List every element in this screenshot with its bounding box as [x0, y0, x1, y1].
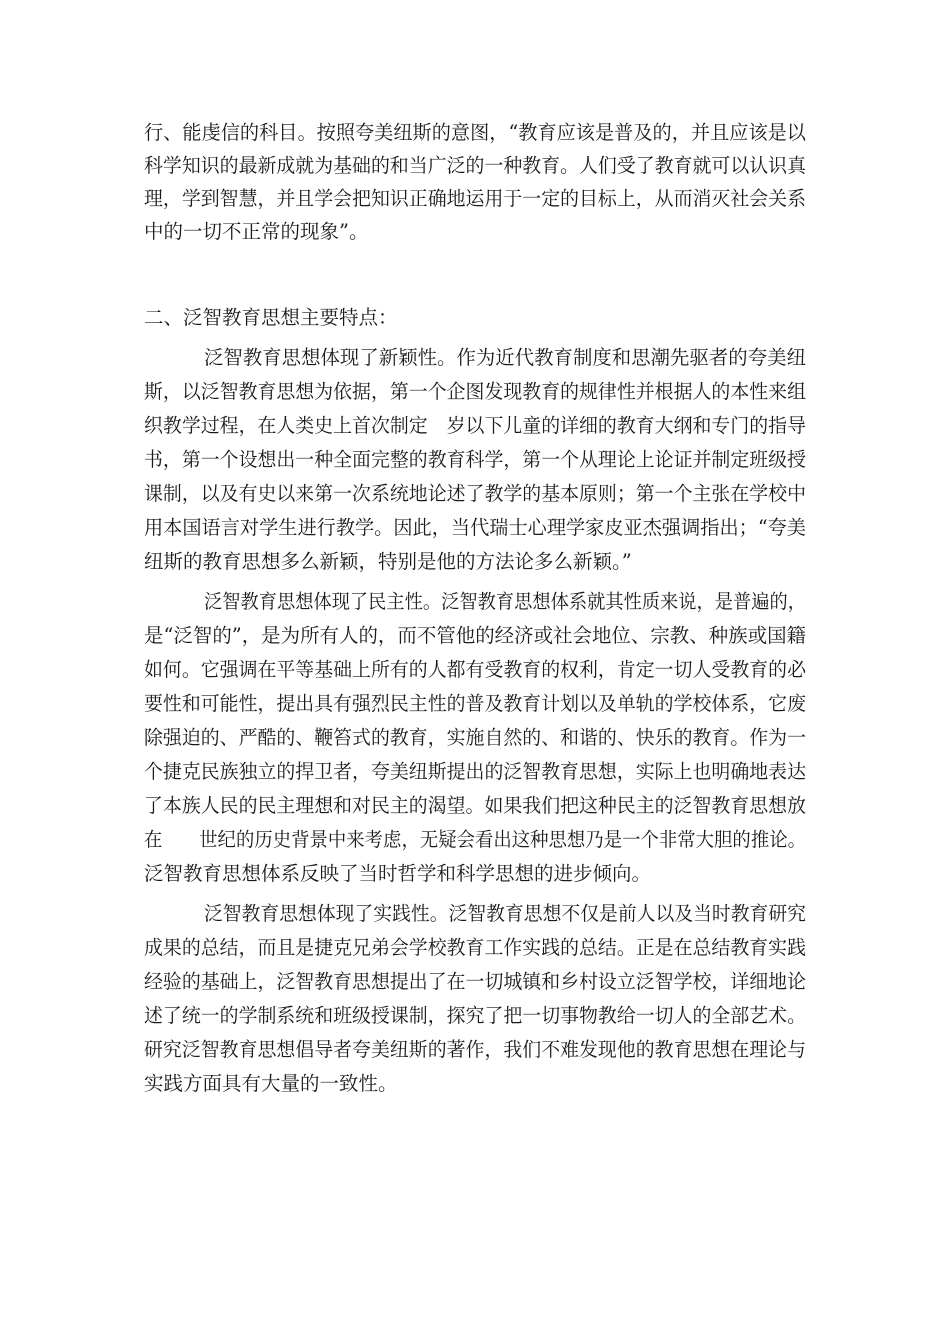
paragraph-line — [0, 1068, 950, 1100]
line-text: 在 世纪的历史背景中来考虑，无疑会看出这种思想乃是一个非常大胆的推论。 — [144, 828, 806, 851]
paragraph-line — [0, 654, 950, 686]
paragraph-line — [0, 410, 950, 442]
paragraph-line — [0, 586, 950, 618]
paragraph-line — [0, 216, 950, 248]
line-text: 泛智教育思想体现了实践性。泛智教育思想不仅是前人以及当时教育研究 — [204, 902, 806, 925]
line-text: 课制，以及有史以来第一次系统地论述了教学的基本原则；第一个主张在学校中 — [144, 482, 806, 505]
paragraph-line — [0, 150, 950, 182]
line-text: 行、能虔信的科目。按照夸美纽斯的意图，“教育应该是普及的，并且应该是以 — [144, 121, 806, 144]
line-text: 实践方面具有大量的一致性。 — [144, 1072, 398, 1095]
paragraph-line — [0, 478, 950, 510]
line-text: 织教学过程，在人类史上首次制定 岁以下儿童的详细的教育大纲和专门的指导 — [144, 414, 806, 437]
line-text: 个捷克民族独立的捍卫者，夸美纽斯提出的泛智教育思想，实际上也明确地表达 — [144, 760, 806, 783]
paragraph-line — [0, 512, 950, 544]
line-text: 科学知识的最新成就为基础的和当广泛的一种教育。人们受了教育就可以认识真 — [144, 154, 806, 177]
paragraph-line — [0, 790, 950, 822]
line-text: 泛智教育思想体现了民主性。泛智教育思想体系就其性质来说，是普遍的， — [204, 590, 806, 613]
line-text: 理，学到智慧，并且学会把知识正确地运用于一定的目标上，从而消灭社会关系 — [144, 187, 806, 210]
line-text: 书，第一个设想出一种全面完整的教育科学，第一个从理论上论证并制定班级授 — [144, 448, 806, 471]
paragraph-line — [0, 966, 950, 998]
line-text: 用本国语言对学生进行教学。因此，当代瑞士心理学家皮亚杰强调指出；“夸美 — [144, 516, 806, 539]
line-text: 斯，以泛智教育思想为依据，第一个企图发现教育的规律性并根据人的本性来组 — [144, 380, 806, 403]
paragraph-line — [0, 620, 950, 652]
heading-text: 二、泛智教育思想主要特点： — [144, 306, 398, 329]
line-text: 了本族人民的民主理想和对民主的渴望。如果我们把这种民主的泛智教育思想放 — [144, 794, 806, 817]
paragraph-line — [0, 1034, 950, 1066]
section-heading — [0, 302, 950, 334]
line-text: 成果的总结，而且是捷克兄弟会学校教育工作实践的总结。正是在总结教育实践 — [144, 936, 806, 959]
paragraph-line — [0, 898, 950, 930]
line-text: 述了统一的学制系统和班级授课制，探究了把一切事物教给一切人的全部艺术。 — [144, 1004, 806, 1027]
paragraph-line — [0, 824, 950, 856]
paragraph-line — [0, 444, 950, 476]
paragraph-line — [0, 1000, 950, 1032]
line-text: 是“泛智的”，是为所有人的，而不管他的经济或社会地位、宗教、种族或国籍 — [144, 624, 806, 647]
line-text: 中的一切不正常的现象”。 — [144, 220, 369, 243]
line-text: 研究泛智教育思想倡导者夸美纽斯的著作，我们不难发现他的教育思想在理论与 — [144, 1038, 806, 1061]
paragraph-line — [0, 183, 950, 215]
paragraph-line — [0, 932, 950, 964]
paragraph-line — [0, 376, 950, 408]
paragraph-line — [0, 342, 950, 374]
line-text: 经验的基础上，泛智教育思想提出了在一切城镇和乡村设立泛智学校，详细地论 — [144, 970, 806, 993]
paragraph-line — [0, 546, 950, 578]
paragraph-line — [0, 756, 950, 788]
line-text: 除强迫的、严酷的、鞭笞式的教育，实施自然的、和谐的、快乐的教育。作为一 — [144, 726, 806, 749]
paragraph-line — [0, 722, 950, 754]
line-text: 如何。它强调在平等基础上所有的人都有受教育的权利，肯定一切人受教育的必 — [144, 658, 806, 681]
paragraph-line — [0, 858, 950, 890]
paragraph-line — [0, 117, 950, 149]
line-text: 纽斯的教育思想多么新颖，特别是他的方法论多么新颖。” — [144, 550, 632, 573]
paragraph-line — [0, 688, 950, 720]
line-text: 泛智教育思想体系反映了当时哲学和科学思想的进步倾向。 — [144, 862, 652, 885]
line-text: 要性和可能性，提出具有强烈民主性的普及教育计划以及单轨的学校体系，它废 — [144, 692, 806, 715]
line-text: 泛智教育思想体现了新颖性。作为近代教育制度和思潮先驱者的夸美纽 — [204, 346, 806, 369]
